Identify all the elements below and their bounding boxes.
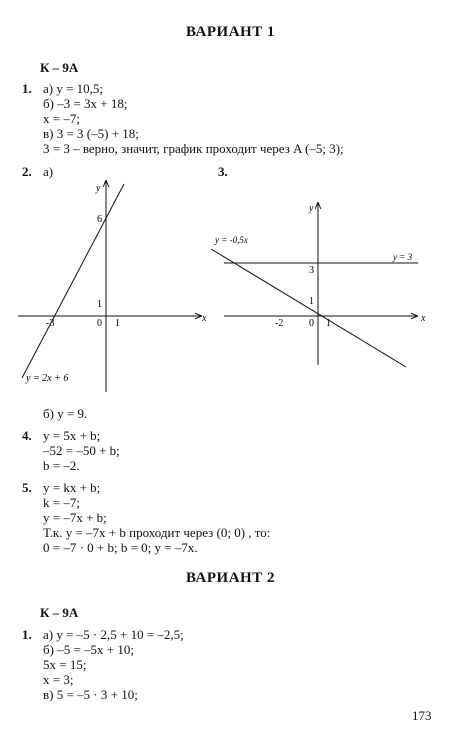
- v2-problem-1-line-4: x = 3;: [43, 672, 74, 687]
- problem-1-line-5: 3 = 3 – верно, значит, график проходит через A (–5; 3);: [43, 141, 344, 156]
- problem-1-line-4: в) 3 = 3 (–5) + 18;: [43, 126, 139, 141]
- line1-label: y = -0,5x: [215, 235, 248, 245]
- problem-5-line-4: Т.к. y = –7x + b проходит через (0; 0) , то:: [43, 525, 271, 540]
- problem-5-line-2: k = –7;: [43, 495, 80, 510]
- variant2-title: ВАРИАНТ 2: [186, 570, 275, 586]
- v2-problem-1-number: 1.: [22, 627, 32, 642]
- tick-label-minus-3: -3: [46, 318, 55, 329]
- v2-problem-1-line-5: в) 5 = –5 · 3 + 10;: [43, 687, 138, 702]
- problem-5-line-3: y = –7x + b;: [43, 510, 107, 525]
- tick-label-3: 3: [309, 265, 314, 276]
- tick-label-0: 0: [97, 318, 102, 329]
- axis-label-x: x: [421, 313, 426, 324]
- problem-2-part-a: а): [43, 164, 54, 179]
- page-number: 173: [412, 708, 432, 723]
- axis-label-x: x: [202, 313, 207, 324]
- function-label: y = 2x + 6: [26, 373, 69, 384]
- tick-label-6: 6: [97, 214, 102, 225]
- problem-4-line-2: –52 = –50 + b;: [43, 443, 120, 458]
- v2-problem-1-line-2: б) –5 = –5x + 10;: [43, 642, 134, 657]
- variant1-subtitle: К – 9А: [40, 60, 79, 75]
- problem-1-line-3: x = –7;: [43, 111, 80, 126]
- problem-5-line-5: 0 = –7 · 0 + b; b = 0; y = –7x.: [43, 540, 198, 555]
- v2-problem-1-line-3: 5x = 15;: [43, 657, 87, 672]
- problem-2-number: 2.: [22, 164, 32, 179]
- problem-4-line-1: y = 5x + b;: [43, 428, 101, 443]
- problem-1-number: 1.: [22, 81, 32, 96]
- variant2-subtitle: К – 9А: [40, 605, 79, 620]
- problem-5-line-1: y = kx + b;: [43, 480, 101, 495]
- variant1-title: ВАРИАНТ 1: [186, 24, 275, 40]
- problem-3-number: 3.: [218, 164, 228, 179]
- tick-label-1-y: 1: [97, 299, 102, 310]
- problem-4-number: 4.: [22, 428, 32, 443]
- tick-label-1-x: 1: [326, 318, 331, 329]
- problem-2-part-b: б) y = 9.: [43, 406, 88, 421]
- function-line: [22, 184, 124, 378]
- line2-label: y = 3: [393, 252, 413, 262]
- axis-label-y: y: [309, 203, 314, 214]
- tick-label-minus-2: -2: [275, 318, 284, 329]
- axis-label-y: y: [96, 183, 101, 194]
- tick-label-0: 0: [309, 318, 314, 329]
- problem-4-line-3: b = –2.: [43, 458, 80, 473]
- graph-problem-3: [200, 195, 440, 375]
- tick-label-1-x: 1: [115, 318, 120, 329]
- tick-label-1-y: 1: [309, 296, 314, 307]
- problem-1-line-1: а) y = 10,5;: [43, 81, 104, 96]
- v2-problem-1-line-1: а) y = –5 · 2,5 + 10 = –2,5;: [43, 627, 184, 642]
- problem-1-line-2: б) –3 = 3x + 18;: [43, 96, 128, 111]
- problem-5-number: 5.: [22, 480, 32, 495]
- graph-problem-2: [0, 170, 215, 400]
